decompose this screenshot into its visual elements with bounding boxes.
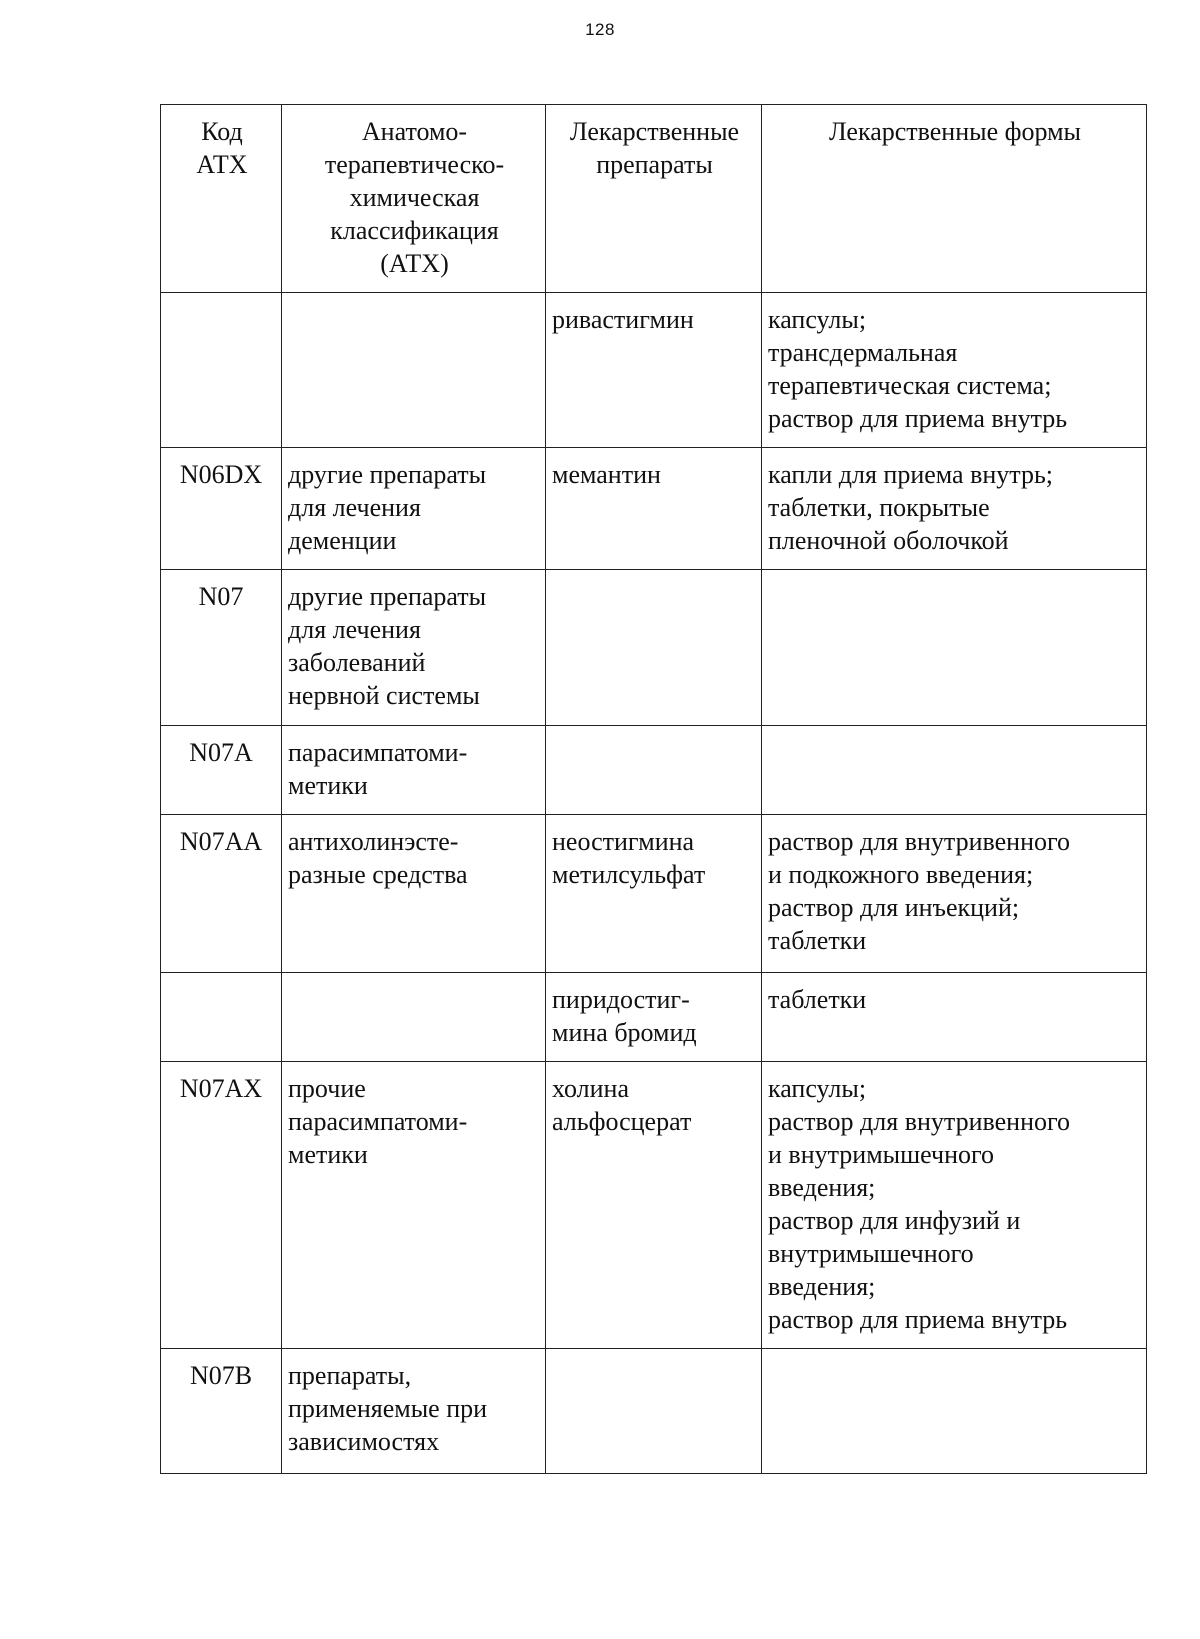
table-row xyxy=(161,815,1147,973)
classification-cell: препараты, применяемые при зависимостях xyxy=(282,1349,546,1474)
forms-cell xyxy=(762,1349,1147,1474)
forms-cell: таблетки xyxy=(762,973,1147,1062)
forms-cell: раствор для внутривенного и подкожного введения; раствор для инъекций; таблетки xyxy=(762,815,1147,973)
atc-code-cell: N07 xyxy=(161,570,282,726)
header-drugs: Лекарственные препараты xyxy=(546,105,762,293)
forms-cell: капсулы; трансдермальная терапевтическая система; раствор для приема внутрь xyxy=(762,293,1147,448)
drug-cell: пиридостиг- мина бромид xyxy=(546,973,762,1062)
classification-cell: антихолинэсте- разные средства xyxy=(282,815,546,973)
drug-cell: мемантин xyxy=(546,448,762,570)
classification-cell: другие препараты для лечения деменции xyxy=(282,448,546,570)
page-number: 128 xyxy=(585,20,615,39)
header-classification: Анатомо- терапевтическо- химическая классификация (АТХ) xyxy=(282,105,546,293)
classification-cell: прочие парасимпатоми- метики xyxy=(282,1062,546,1349)
drug-cell xyxy=(546,1349,762,1474)
atc-code-cell: N07A xyxy=(161,726,282,815)
forms-cell: капсулы; раствор для внутривенного и внутримышечного введения; раствор для инфузий и внутримышечного введения; раствор для приема внутрь xyxy=(762,1062,1147,1349)
drug-cell xyxy=(546,726,762,815)
table-row xyxy=(161,570,1147,726)
table-row xyxy=(161,1062,1147,1349)
atc-code-cell: N07AX xyxy=(161,1062,282,1349)
atc-code-cell: N07B xyxy=(161,1349,282,1474)
classification-cell xyxy=(282,973,546,1062)
drug-cell: холина альфосцерат xyxy=(546,1062,762,1349)
forms-cell: капли для приема внутрь; таблетки, покрытые пленочной оболочкой xyxy=(762,448,1147,570)
drug-cell: ривастигмин xyxy=(546,293,762,448)
header-code: Код АТХ xyxy=(161,105,282,293)
table-row xyxy=(161,726,1147,815)
atc-code-cell xyxy=(161,293,282,448)
classification-cell xyxy=(282,293,546,448)
drug-cell: неостигмина метилсульфат xyxy=(546,815,762,973)
table-row xyxy=(161,293,1147,448)
atc-code-cell: N06DX xyxy=(161,448,282,570)
classification-cell: другие препараты для лечения заболеваний нервной системы xyxy=(282,570,546,726)
table-row xyxy=(161,973,1147,1062)
atc-drug-table xyxy=(160,104,1147,1474)
atc-code-cell xyxy=(161,973,282,1062)
classification-cell: парасимпатоми- метики xyxy=(282,726,546,815)
header-forms: Лекарственные формы xyxy=(762,105,1147,293)
forms-cell xyxy=(762,570,1147,726)
table-row xyxy=(161,1349,1147,1474)
atc-code-cell: N07AA xyxy=(161,815,282,973)
table-header-row xyxy=(161,105,1147,293)
drug-cell xyxy=(546,570,762,726)
table-row xyxy=(161,448,1147,570)
forms-cell xyxy=(762,726,1147,815)
